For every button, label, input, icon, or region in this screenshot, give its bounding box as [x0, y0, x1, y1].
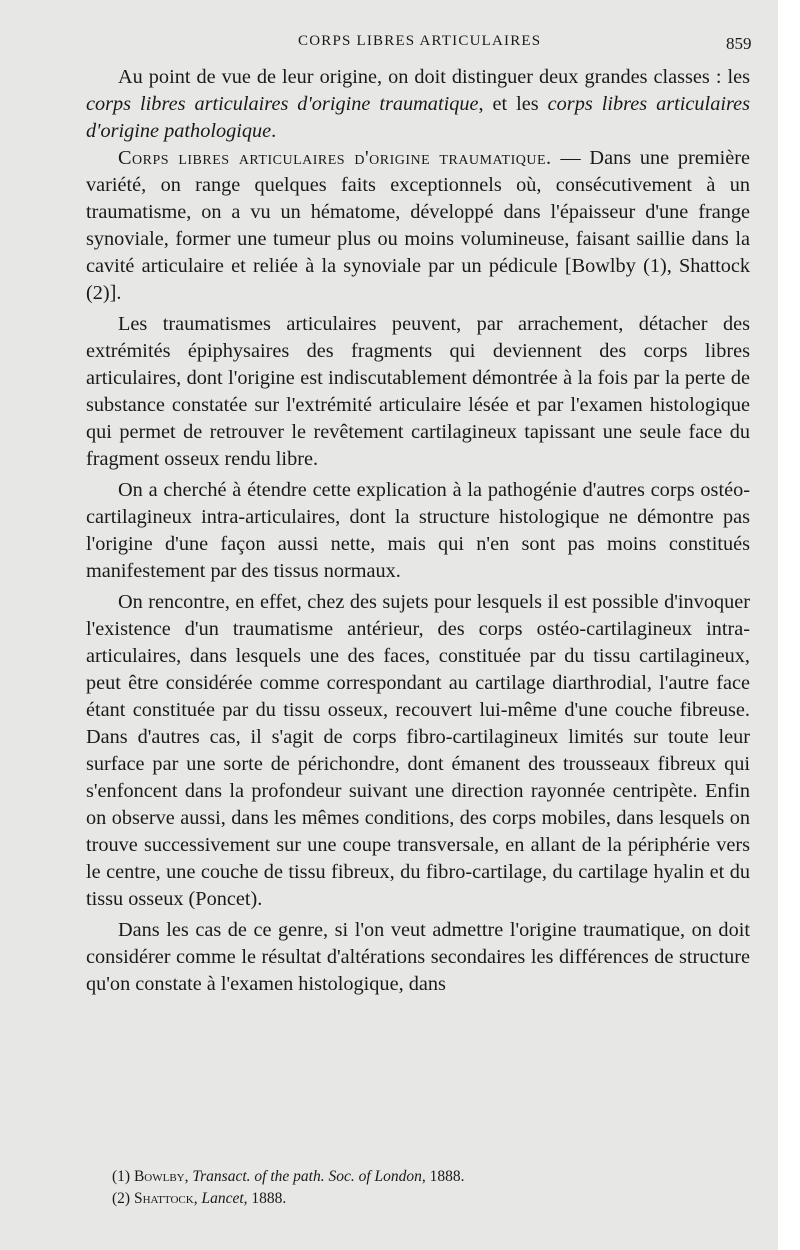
section-heading: Corps libres articulaires d'origine traumatique. — [118, 147, 552, 169]
footnote-source: Lancet — [201, 1190, 244, 1207]
paragraph-osteo-cartilaginous-bodies: On rencontre, en effet, chez des sujets pour lesquels il est possible d'invoquer l'existence d'un traumatisme antérieur, des corps ostéo-cartilagineux intra-articulaires, dans lesquels une des faces, constituée par du tissu cartilagineux, peut être considérée comme correspondant au cartilage diarthrodial, l'autre face étant constituée par du tissu osseux, recouvert lui-même d'une couche fibreuse. Dans d'autres cas, il s'agit de corps fibro-cartilagineux limités sur toute leur surface par une sorte de périchondre, dont émanent des trousseaux fibreux qui s'enfoncent dans la profondeur suivant une direction rayonnée centripète. Enfin on observe aussi, dans les mêmes conditions, des corps mobiles, dans lesquels on trouve successivement sur une coupe transversale, en allant de la périphérie vers le centre, une couche de tissu fibreux, du fibro-cartilage, du cartilage hyalin et du tissu osseux (Poncet). — [86, 591, 750, 910]
footnotes — [112, 1166, 732, 1210]
paragraph-traumatic-section — [86, 145, 750, 307]
paragraph-pathogenesis-extension: On a cherché à étendre cette explication à la pathogénie d'autres corps ostéo-cartilagineux intra-articulaires, dont la structure histologique ne démontre pas l'origine d'une façon aussi nette, mais qui n'en sont pas moins constitués manifestement par des tissus normaux. — [86, 479, 750, 582]
running-head — [0, 33, 778, 57]
paragraph-epiphyseal-fragments: Les traumatismes articulaires peuvent, par arrachement, détacher des extrémités épiphysaires des fragments qui deviennent des corps libres articulaires, dont l'origine est indiscutablement démontrée à la fois par la perte de substance constatée sur l'extrémité articulaire lésée et par l'examen histologique qui permet de retrouver le revêtement cartilagineux tapissant une seule face du fragment osseux rendu libre. — [86, 313, 750, 470]
paragraph-origin-classes — [86, 64, 750, 145]
footnote-author: Bowlby — [133, 1168, 185, 1185]
running-title: CORPS LIBRES ARTICULAIRES — [298, 33, 542, 49]
paragraph-text: . — [271, 120, 277, 142]
footnote-1: (1) Bowlby, Transact. of the path. Soc. of London, 1888. — [112, 1168, 465, 1185]
term-traumatic: corps libres articulaires d'origine traumatique — [86, 93, 479, 115]
paragraph-text: — Dans une première variété, on range quelques faits exceptionnels où, consécutivement à un traumatisme, on a vu un hématome, développé dans l'épaisseur d'une frange synoviale, former une tumeur plus ou moins volumineuse, faisant saillie dans la cavité articulaire et reliée à la synoviale par un pédicule [Bowlby (1), Shattock (2)]. — [86, 147, 750, 304]
paragraph-secondary-alterations: Dans les cas de ce genre, si l'on veut admettre l'origine traumatique, on doit considérer comme le résultat d'altérations secondaires les différences de structure qu'on constate à l'examen histologique, dans — [86, 919, 750, 995]
footnote-source: Transact. of the path. Soc. of London — [192, 1168, 422, 1185]
body-text — [86, 64, 750, 998]
footnote-author: Shattock — [133, 1190, 194, 1207]
paragraph-text: Au point de vue de leur origine, on doit distinguer deux grandes classes : les — [118, 66, 750, 88]
page-number: 859 — [726, 34, 752, 53]
page-edge — [778, 0, 800, 1250]
paragraph-text: , et les — [478, 93, 548, 115]
term-pathologic: corps libres articulaires d'origine pathologique — [86, 93, 750, 142]
footnote-2: (2) Shattock, Lancet, 1888. — [112, 1190, 287, 1207]
